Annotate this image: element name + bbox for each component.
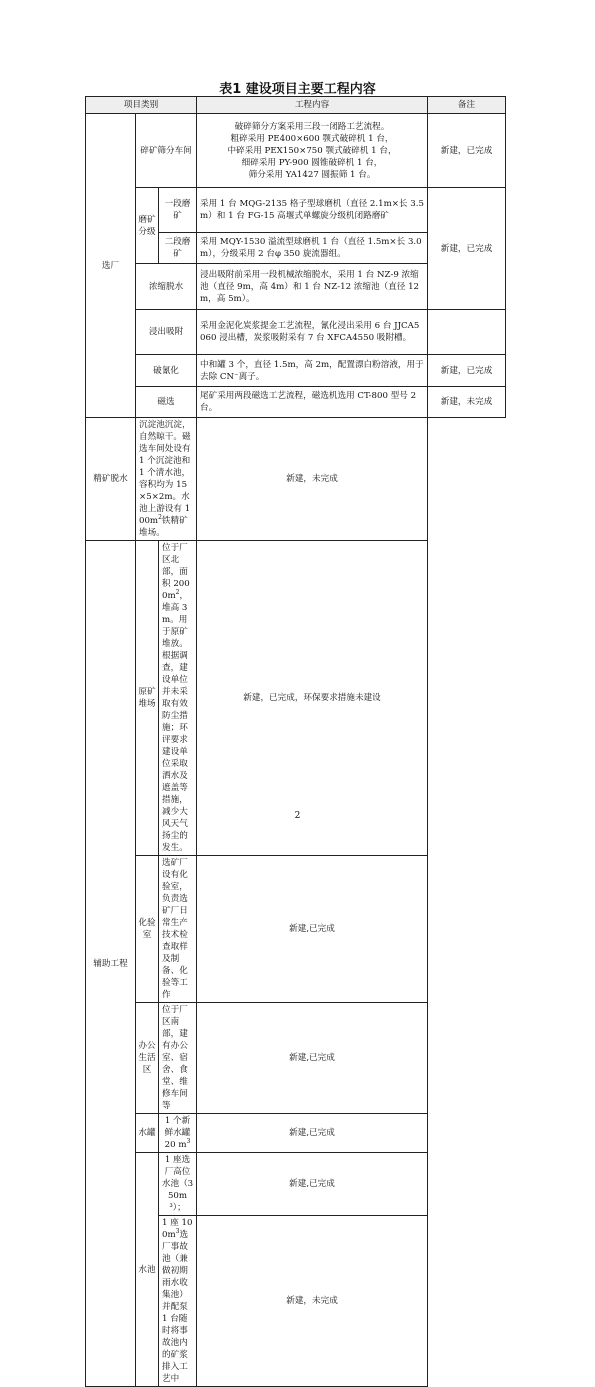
table-row [86, 541, 506, 856]
table-header-row [86, 97, 506, 114]
leach-note [428, 310, 506, 355]
crush-content [197, 114, 428, 188]
table-row [86, 114, 506, 188]
row-name-grind-stage1: 一段磨矿 [159, 188, 197, 233]
crush-line: 粗碎采用 PE400×600 颚式破碎机 1 台， [230, 133, 394, 144]
office-content: 位于厂区南部，建有办公室、宿舍、食堂、维修车间等 [159, 1003, 197, 1114]
leach-content: 采用金泥化炭浆提金工艺流程，氰化浸出采用 6 台 JJCA5060 浸出槽，炭浆吸附采有 7 台 XFCA4550 吸附槽。 [197, 310, 428, 355]
dewater-text-b: 铁精矿堆场。 [139, 516, 188, 538]
ore-yard-sup: 2 [175, 589, 180, 597]
section-fuzhu: 辅助工程 [86, 541, 136, 1387]
decyan-note: 新建，已完成 [428, 355, 506, 387]
row-name-leach: 浸出吸附 [136, 310, 197, 355]
row-name-thicken: 浓缩脱水 [136, 264, 197, 310]
ore-yard-text-a: 位于厂区北部，面积 2000m [162, 543, 190, 601]
section-xuanchang: 选厂 [86, 114, 136, 418]
dewater-note: 新建，未完成 [197, 418, 428, 541]
row-name-grind-stage2: 二段磨矿 [159, 233, 197, 264]
table-row [86, 1114, 506, 1153]
table-row [86, 1003, 506, 1114]
row-name-crush: 碎矿筛分车间 [136, 114, 197, 188]
ore-yard-content [159, 541, 197, 856]
ore-yard-note: 新建，已完成，环保要求措施未建设 [197, 541, 428, 856]
tank-content [159, 1114, 197, 1153]
row-name-magnetic: 磁选 [136, 387, 197, 418]
pool-text-b: 选厂事故池（兼做初期雨水收集池）并配泵 1 台随时将事故池内的矿浆排入工艺中 [162, 1230, 189, 1384]
office-name: 办公生活区 [136, 1003, 159, 1114]
table-row [86, 188, 506, 233]
crush-line: 筛分采用 YA1427 圆振筛 1 台。 [248, 169, 376, 180]
project-content-table [85, 96, 506, 1387]
tank-text-a: 1 个新鲜水罐 20 m [164, 1116, 191, 1150]
pool-name: 水池 [136, 1153, 159, 1387]
crush-line: 细碎采用 PY-900 圆锥破碎机 1 台， [241, 157, 383, 168]
crush-line: 中碎采用 PEX150×750 颚式破碎机 1 台， [227, 145, 397, 156]
row-name-jingkuang: 精矿脱水 [86, 418, 136, 541]
magnetic-content: 尾矿采用两段磁选工艺流程，磁选机选用 CT-800 型号 2 台。 [197, 387, 428, 418]
header-note: 备注 [428, 97, 506, 114]
tank-sup: 3 [186, 1138, 191, 1146]
tank-note: 新建,已完成 [197, 1114, 428, 1153]
table-row [86, 418, 506, 541]
header-content: 工程内容 [197, 97, 428, 114]
table-row [86, 387, 506, 418]
lab-name: 化验室 [136, 856, 159, 1003]
table-row [86, 310, 506, 355]
row-name-grind-group: 磨矿分级 [136, 188, 159, 264]
pool-content-1: 1 座选厂高位水池（350m³）； [159, 1153, 197, 1216]
grind-thicken-note: 新建，已完成 [428, 188, 506, 310]
table-row [86, 1153, 506, 1216]
dewater-text-a: 沉淀池沉淀，自然晾干。磁选车间处设有 1 个沉淀池和 1 个清水池，容积均为 15×5×2m。水池上游设有 100m [139, 420, 191, 526]
pool-text-a: 1 座 100m [162, 1218, 193, 1240]
table-row [86, 355, 506, 387]
dewater-sup: 2 [158, 514, 162, 522]
grind-stage1-content: 采用 1 台 MQG-2135 格子型球磨机（直径 2.1m×长 3.5m）和 1 台 FG-15 高堰式单螺旋分级机闭路磨矿 [197, 188, 428, 233]
decyan-content: 中和罐 3 个，直径 1.5m，高 2m，配置漂白粉溶液，用于去除 CN⁻离子。 [197, 355, 428, 387]
grind-stage2-content: 采用 MQY-1530 溢流型球磨机 1 台（直径 1.5m×长 3.0m），分级采用 2 台φ 350 旋流器组。 [197, 233, 428, 264]
crush-line: 破碎筛分方案采用三段一闭路工艺流程。 [234, 121, 390, 132]
tank-name: 水罐 [136, 1114, 159, 1153]
page-number: 2 [294, 811, 301, 821]
lab-note: 新建,已完成 [197, 856, 428, 1003]
table-row [86, 856, 506, 1003]
pool-content-2 [159, 1216, 197, 1387]
thicken-content: 浸出吸附前采用一段机械浓缩脱水，采用 1 台 NZ-9 浓缩池（直径 9m，高 4m）和 1 台 NZ-12 浓缩池（直径 12m，高 5m）。 [197, 264, 428, 310]
office-note: 新建,已完成 [197, 1003, 428, 1114]
pool-note-1: 新建,已完成 [197, 1153, 428, 1216]
header-category: 项目类别 [86, 97, 197, 114]
pool-sup: 3 [175, 1228, 180, 1236]
ore-yard-name: 原矿堆场 [136, 541, 159, 856]
row-name-decyan: 破氰化 [136, 355, 197, 387]
pool-note-2: 新建，未完成 [197, 1216, 428, 1387]
lab-content: 选矿厂设有化验室，负责选矿厂日常生产技术检查取样及制备、化验等工作 [159, 856, 197, 1003]
ore-yard-text-b: ，堆高 3m。用于原矿堆放。根据调查，建设单位并未采取有效防尘措施；环评要求建设单位采取洒水及遮盖等措施，减少大风天气扬尘的发生。 [162, 591, 189, 853]
dewater-content [136, 418, 197, 541]
crush-note: 新建，已完成 [428, 114, 506, 188]
table-title: 表1 建设项目主要工程内容 [219, 82, 376, 97]
magnetic-note: 新建，未完成 [428, 387, 506, 418]
